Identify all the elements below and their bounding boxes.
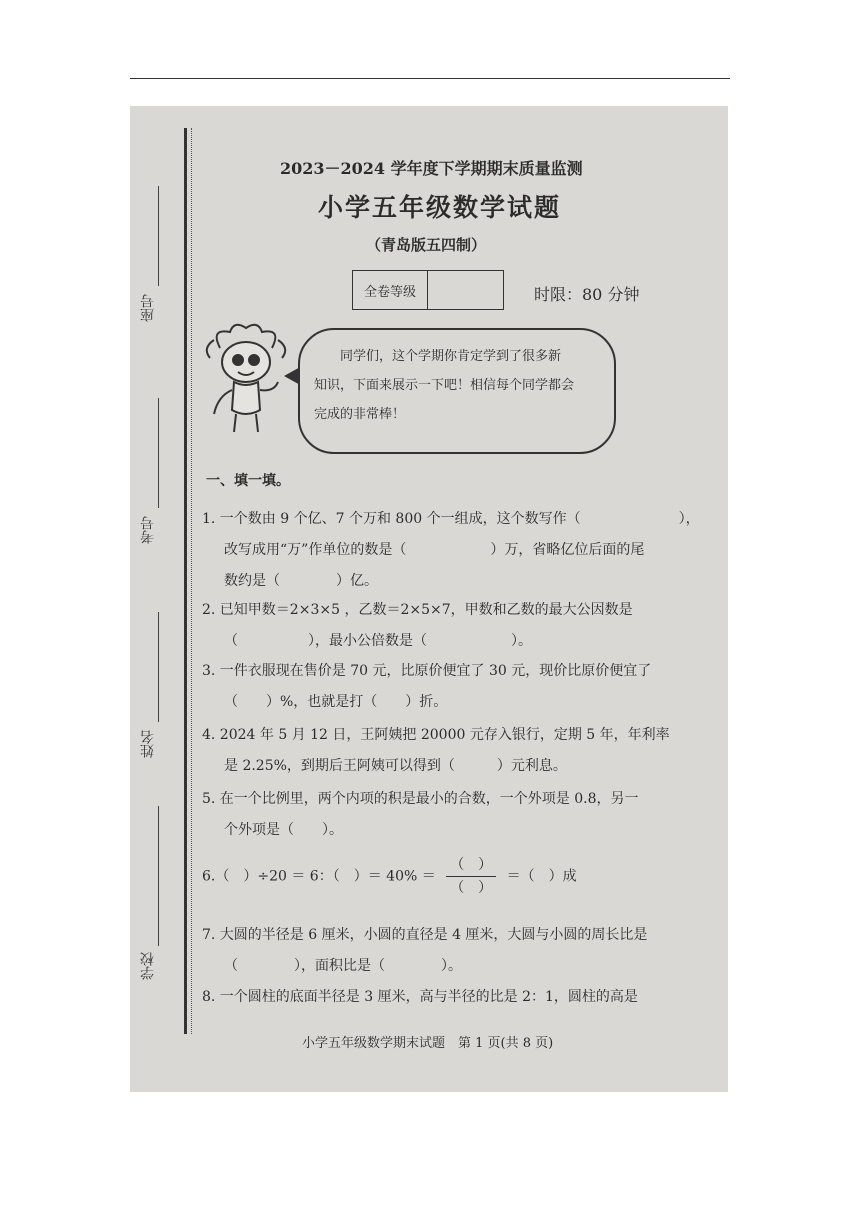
question-5 xyxy=(202,784,639,846)
question-line: 1. 一个数由 9 个亿、7 个万和 800 个一组成，这个数写作（ ）， xyxy=(202,511,700,527)
question-6 xyxy=(202,854,577,899)
speech-bubble xyxy=(298,328,616,454)
intro-line: 完成的非常棒！ xyxy=(314,407,406,422)
fraction-numerator: （ ） xyxy=(446,854,496,877)
name-label: 姓名 xyxy=(140,730,156,758)
intro-line: 知识，下面来展示一下吧！相信每个同学都会 xyxy=(314,378,575,393)
question-line: 个外项是（ ）。 xyxy=(224,822,343,838)
seat-number-label: 座号 xyxy=(140,294,156,322)
dragon-mascot-icon xyxy=(200,318,292,438)
question-line: 3. 一件衣服现在售价是 70 元，比原价便宜了 30 元，现价比原价便宜了 xyxy=(202,663,652,679)
school-label: 学校 xyxy=(140,952,156,980)
edition-label: （青岛版五四制） xyxy=(366,236,487,254)
time-limit: 时限：80 分钟 xyxy=(534,285,640,304)
question-line: 2. 已知甲数＝2×3×5 ，乙数＝2×5×7，甲数和乙数的最大公因数是 xyxy=(202,602,633,618)
grade-box xyxy=(352,270,504,310)
fraction-denominator: （ ） xyxy=(450,880,493,896)
question-3 xyxy=(202,656,651,718)
exam-number-line xyxy=(158,398,160,508)
binding-line xyxy=(184,128,192,1034)
exam-number-label: 考号 xyxy=(140,516,156,544)
question-7 xyxy=(202,920,647,982)
question-line: 是 2.25%，到期后王阿姨可以得到（ ）元利息。 xyxy=(224,758,567,774)
question-line: （ ），最小公倍数是（ ）。 xyxy=(224,633,532,649)
school-line xyxy=(158,806,160,946)
question-line: 4. 2024 年 5 月 12 日，王阿姨把 20000 元存入银行，定期 5 年，年利率 xyxy=(202,727,670,743)
grade-value-field[interactable] xyxy=(427,271,502,309)
question-8 xyxy=(202,982,638,1013)
question-6-left: 6.（ ）÷20 ＝ 6：（ ）＝ 40% ＝ xyxy=(202,868,436,885)
question-2 xyxy=(202,595,633,657)
question-line: 数约是（ ）亿。 xyxy=(224,573,378,589)
section-title: 一、填一填。 xyxy=(206,473,290,489)
name-line xyxy=(158,612,160,722)
question-line: （ ），面积比是（ ）。 xyxy=(224,958,462,974)
exam-subtitle: 2023－2024 学年度下学期期末质量监测 xyxy=(280,159,583,178)
question-4 xyxy=(202,720,670,782)
question-line: 改写成用“万”作单位的数是（ ）万，省略亿位后面的尾 xyxy=(224,542,645,558)
question-line: 5. 在一个比例里，两个内项的积是最小的合数，一个外项是 0.8，另一 xyxy=(202,791,639,807)
question-line: 7. 大圆的半径是 6 厘米，小圆的直径是 4 厘米，大圆与小圆的周长比是 xyxy=(202,927,648,943)
grade-label: 全卷等级 xyxy=(363,284,416,300)
top-rule xyxy=(130,78,730,79)
question-6-right: ＝（ ）成 xyxy=(506,868,577,885)
exam-title: 小学五年级数学试题 xyxy=(318,193,562,222)
question-line: （ ）%，也就是打（ ）折。 xyxy=(224,694,448,710)
exam-page-photo xyxy=(130,106,728,1092)
fraction xyxy=(446,854,496,899)
page-footer: 小学五年级数学期末试题 第 1 页(共 8 页) xyxy=(302,1036,554,1051)
question-1 xyxy=(202,504,700,597)
question-line: 8. 一个圆柱的底面半径是 3 厘米，高与半径的比是 2：1，圆柱的高是 xyxy=(202,989,638,1005)
intro-line: 同学们，这个学期你肯定学到了很多新 xyxy=(340,349,562,364)
seat-number-line xyxy=(158,186,160,286)
